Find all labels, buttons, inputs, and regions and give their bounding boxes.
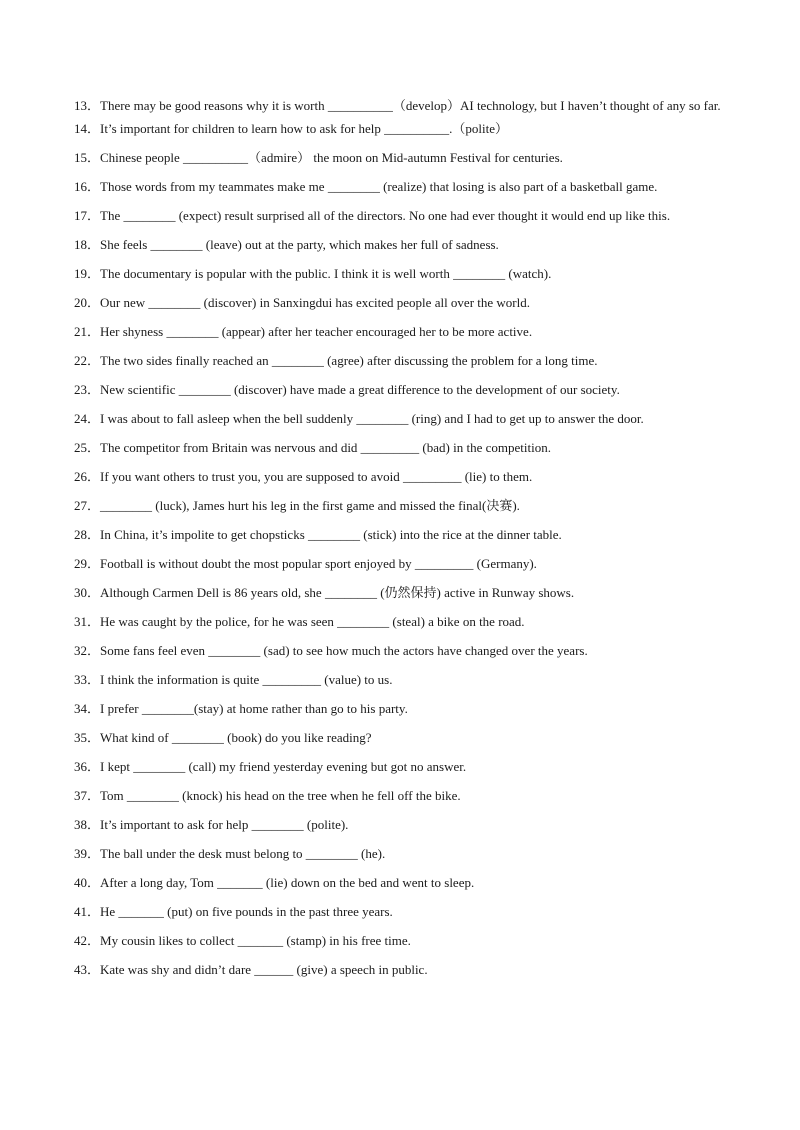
- exercise-number: 24．: [74, 411, 101, 426]
- exercise-number: 37．: [74, 788, 101, 803]
- exercise-item: [74, 351, 734, 370]
- exercise-number: 23．: [74, 382, 101, 397]
- exercise-text: The two sides finally reached an ________ (agree) after discussing the problem for a long time.: [100, 353, 598, 368]
- exercise-item: [74, 612, 734, 631]
- exercise-item: [74, 148, 734, 167]
- exercise-item: [74, 206, 734, 225]
- exercise-text: Kate was shy and didn’t dare ______ (give) a speech in public.: [100, 962, 428, 977]
- exercise-item: [74, 699, 734, 718]
- exercise-number: 26．: [74, 469, 101, 484]
- exercise-text: If you want others to trust you, you are supposed to avoid _________ (lie) to them.: [100, 469, 533, 484]
- exercise-item: [74, 293, 734, 312]
- exercise-text: I kept ________ (call) my friend yesterday evening but got no answer.: [100, 759, 467, 774]
- exercise-text: Tom ________ (knock) his head on the tree when he fell off the bike.: [100, 788, 461, 803]
- exercise-text: The ________ (expect) result surprised all of the directors. No one had ever thought it would end up like this.: [100, 208, 671, 223]
- exercise-number: 18．: [74, 237, 101, 252]
- exercise-item: [74, 873, 734, 892]
- exercise-text: The ball under the desk must belong to ________ (he).: [100, 846, 386, 861]
- exercise-item: [74, 409, 734, 428]
- exercise-text: It’s important to ask for help ________ (polite).: [100, 817, 349, 832]
- exercise-text: There may be good reasons why it is worth __________（develop）AI technology, but I haven’t thought of any so far.: [100, 98, 721, 113]
- exercise-number: 42．: [74, 933, 101, 948]
- exercise-number: 13．: [74, 98, 101, 113]
- exercise-text: My cousin likes to collect _______ (stamp) in his free time.: [100, 933, 411, 948]
- exercise-item: [74, 90, 734, 121]
- exercise-number: 40．: [74, 875, 101, 890]
- exercise-number: 43．: [74, 962, 101, 977]
- exercise-number: 36．: [74, 759, 101, 774]
- exercise-item: [74, 931, 734, 950]
- exercise-text: Football is without doubt the most popular sport enjoyed by _________ (Germany).: [100, 556, 537, 571]
- exercise-text: It’s important for children to learn how to ask for help __________.（polite）: [100, 121, 508, 136]
- exercise-text: I prefer ________(stay) at home rather than go to his party.: [100, 701, 408, 716]
- exercise-item: [74, 815, 734, 834]
- exercise-text: Those words from my teammates make me ________ (realize) that losing is also part of a basketball game.: [100, 179, 658, 194]
- exercise-item: [74, 525, 734, 544]
- exercise-text: What kind of ________ (book) do you like reading?: [100, 730, 372, 745]
- exercise-number: 20．: [74, 295, 101, 310]
- exercise-item: [74, 728, 734, 747]
- exercise-list: [74, 96, 734, 979]
- exercise-item: [74, 438, 734, 457]
- exercise-item: [74, 177, 734, 196]
- exercise-number: 17．: [74, 208, 101, 223]
- exercise-item: [74, 583, 734, 602]
- exercise-number: 27．: [74, 498, 101, 513]
- exercise-item: [74, 467, 734, 486]
- exercise-text: He was caught by the police, for he was seen ________ (steal) a bike on the road.: [100, 614, 525, 629]
- exercise-number: 15．: [74, 150, 101, 165]
- exercise-item: [74, 235, 734, 254]
- exercise-text: The documentary is popular with the public. I think it is well worth ________ (watch).: [100, 266, 552, 281]
- exercise-text: The competitor from Britain was nervous and did _________ (bad) in the competition.: [100, 440, 551, 455]
- exercise-number: 41．: [74, 904, 101, 919]
- exercise-text: New scientific ________ (discover) have made a great difference to the development of our society.: [100, 382, 620, 397]
- exercise-text: Chinese people __________（admire） the moon on Mid-autumn Festival for centuries.: [100, 150, 563, 165]
- exercise-item: [74, 902, 734, 921]
- exercise-number: 35．: [74, 730, 101, 745]
- exercise-number: 19．: [74, 266, 101, 281]
- exercise-text: Although Carmen Dell is 86 years old, she ________ (仍然保持) active in Runway shows.: [100, 585, 575, 600]
- exercise-number: 34．: [74, 701, 101, 716]
- exercise-text: Some fans feel even ________ (sad) to see how much the actors have changed over the years.: [100, 643, 588, 658]
- exercise-number: 33．: [74, 672, 101, 687]
- exercise-number: 14．: [74, 121, 101, 136]
- exercise-number: 32．: [74, 643, 101, 658]
- exercise-item: [74, 322, 734, 341]
- exercise-text: I was about to fall asleep when the bell suddenly ________ (ring) and I had to get up to answer the door.: [100, 411, 644, 426]
- exercise-text: After a long day, Tom _______ (lie) down on the bed and went to sleep.: [100, 875, 475, 890]
- exercise-item: [74, 960, 734, 979]
- exercise-number: 25．: [74, 440, 101, 455]
- exercise-item: [74, 554, 734, 573]
- exercise-item: [74, 641, 734, 660]
- exercise-item: [74, 670, 734, 689]
- exercise-text: Her shyness ________ (appear) after her teacher encouraged her to be more active.: [100, 324, 533, 339]
- exercise-number: 28．: [74, 527, 101, 542]
- exercise-text: She feels ________ (leave) out at the party, which makes her full of sadness.: [100, 237, 499, 252]
- exercise-item: [74, 757, 734, 776]
- exercise-text: In China, it’s impolite to get chopsticks ________ (stick) into the rice at the dinner table.: [100, 527, 562, 542]
- exercise-text: I think the information is quite _________ (value) to us.: [100, 672, 393, 687]
- exercise-number: 16．: [74, 179, 101, 194]
- exercise-item: [74, 786, 734, 805]
- exercise-item: [74, 496, 734, 515]
- exercise-text: Our new ________ (discover) in Sanxingdui has excited people all over the world.: [100, 295, 530, 310]
- exercise-number: 31．: [74, 614, 101, 629]
- exercise-text: He _______ (put) on five pounds in the past three years.: [100, 904, 393, 919]
- exercise-number: 29．: [74, 556, 101, 571]
- exercise-number: 22．: [74, 353, 101, 368]
- exercise-item: [74, 119, 734, 138]
- exercise-item: [74, 264, 734, 283]
- exercise-text: ________ (luck), James hurt his leg in the first game and missed the final(决赛).: [100, 498, 520, 513]
- exercise-item: [74, 380, 734, 399]
- exercise-number: 30．: [74, 585, 101, 600]
- exercise-number: 38．: [74, 817, 101, 832]
- exercise-number: 39．: [74, 846, 101, 861]
- exercise-item: [74, 844, 734, 863]
- exercise-number: 21．: [74, 324, 101, 339]
